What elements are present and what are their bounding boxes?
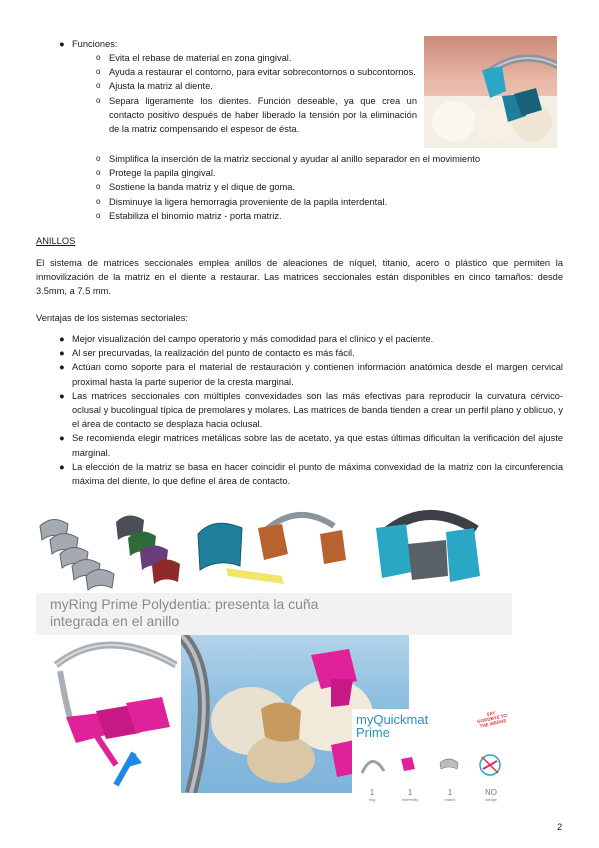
caption-line-2: integrada en el anillo [50, 613, 180, 629]
matrices-rings-illustration [36, 504, 516, 596]
product-box-panel [352, 709, 512, 812]
list-item: o Disminuye la ligera hemorragia proveniente de la papila interdental. [109, 195, 559, 209]
bullet-icon: ● [59, 390, 65, 401]
circle-bullet-icon: o [96, 182, 101, 192]
list-item: ● Actúan como soporte para el material de restauración y contienen información anatómica desde el margen cervical proximal hasta la parte superior de la cresta marginal. [59, 362, 563, 387]
ventajas-title: Ventajas de los sistemas sectoriales: [36, 313, 188, 323]
caption-line-1: myRing Prime Polydentia: presenta la cuña [50, 596, 319, 612]
dental-ring-photo-top [424, 36, 557, 148]
slide-caption [50, 596, 318, 630]
circle-bullet-icon: o [96, 67, 101, 77]
bullet-icon: ● [59, 39, 65, 49]
list-item: ● Las matrices seccionales con múltiples convexidades son las más efectivas para reproducir la curvatura cérvico-oclusal y bucolingual típica de premolares y molares. Las matrices de banda tienden a crear un perfil plano y oblicuo, y el área de contacto se desplaza hacia oclusal. [59, 390, 563, 430]
funciones-section [59, 37, 417, 51]
component-count: 1 [407, 788, 413, 797]
funciones-list-continued [96, 152, 559, 223]
product-title-line-1: myQuickmat [356, 712, 429, 727]
anillos-heading: ANILLOS [36, 236, 76, 246]
component-matrix [434, 789, 466, 803]
list-item: ● Mejor visualización del campo operatorio y más comodidad para el clínico y el paciente. [72, 332, 563, 346]
component-label: matrix [444, 797, 456, 802]
ventajas-list [59, 332, 563, 488]
bullet-icon: ● [59, 461, 65, 472]
anillos-paragraph: El sistema de matrices seccionales emplea anillos de aleaciones de níquel, titanio, acero o plástico que permiten la inmovilización de la matriz en el diente a restaurar. Las matrices seccionales están disponibles en cinco tamaños: desde 3.5mm, a 7.5 mm. [36, 258, 563, 297]
goodbye-wedge-stamp: SAY GOODBYE TO THE WEDGE [476, 710, 508, 729]
funciones-list [96, 51, 417, 136]
circle-bullet-icon: o [96, 168, 101, 178]
component-wedge [474, 789, 508, 803]
circle-bullet-icon: o [96, 210, 101, 220]
list-item: o Evita el rebase de material en zona gingival. [109, 51, 417, 65]
circle-bullet-icon: o [96, 81, 101, 91]
component-count: NO [485, 788, 497, 797]
bullet-icon: ● [59, 348, 65, 359]
component-count: 1 [369, 788, 375, 797]
funciones-title-text: Funciones: [72, 39, 118, 49]
list-item: ● La elección de la matriz se basa en hacer coincidir el punto de máxima convexidad de la matriz con la circunferencia máxima del diente, lo que define el área de contacto. [59, 461, 563, 487]
circle-bullet-icon: o [96, 53, 101, 62]
product-title-line-2: Prime [356, 725, 390, 740]
bullet-icon: ● [59, 433, 65, 444]
component-extremity [394, 789, 426, 803]
no-wedge-icon [478, 753, 502, 777]
component-ring [358, 789, 386, 803]
bullet-icon: ● [59, 334, 65, 344]
list-item: o Sostiene la banda matriz y el dique de goma. [109, 180, 559, 194]
myring-product-image [36, 635, 180, 793]
component-label: ring [368, 797, 376, 802]
list-item: o Ajusta la matriz al diente. [109, 79, 417, 93]
list-item: o Simplifica la inserción de la matriz seccional y ayudar al anillo separador en el movimiento [109, 152, 559, 166]
circle-bullet-icon: o [96, 196, 101, 206]
ring-icon [358, 753, 386, 777]
page-number: 2 [557, 822, 563, 832]
product-title [356, 713, 428, 739]
list-item: o Estabiliza el binomio matriz - porta matriz. [109, 209, 559, 223]
component-label: wedge [485, 797, 497, 802]
circle-bullet-icon: o [96, 95, 101, 105]
component-label: extremity [401, 797, 419, 802]
list-item: ● Se recomienda elegir matrices metálicas sobre las de acetato, ya que estas últimas dificultan la verificación del ajuste marginal. [59, 433, 563, 458]
bullet-icon: ● [59, 362, 65, 373]
list-item: ● Al ser precurvadas, la realización del punto de contacto es más fácil. [72, 346, 563, 360]
list-item: o Ayuda a restaurar el contorno, para evitar sobrecontornos o subcontornos. [109, 65, 417, 79]
component-count: 1 [447, 788, 453, 797]
list-item: o Protege la papila gingival. [109, 166, 559, 180]
circle-bullet-icon: o [96, 154, 101, 163]
funciones-title [59, 37, 417, 51]
extremity-icon [398, 755, 418, 775]
matrix-icon [438, 757, 460, 773]
list-item: o Separa ligeramente los dientes. Función deseable, ya que crea un contacto positivo después de haber liberado la tensión por la eliminación de la matriz compensando el espesor de ésta. [96, 95, 417, 135]
